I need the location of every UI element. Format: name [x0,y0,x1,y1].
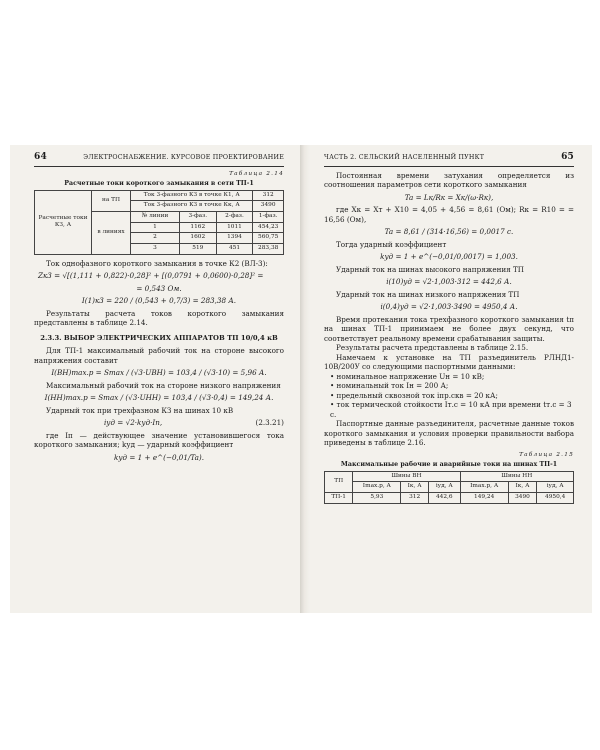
right-page [324,152,574,504]
formula-number: (2.3.21) [255,418,284,428]
right-running-head [324,152,574,167]
table-cell: 3490 [253,201,284,212]
table-header: Iк, А [508,482,537,493]
formula: i(10)уд = √2·1,003·312 = 442,6 А. [386,277,512,287]
table-cell: 283,38 [253,244,284,255]
paragraph: Максимальный рабочий ток на стороне низкого напряжения [46,380,281,390]
table-header: 1-фаз. [253,212,284,223]
formula: iуд = √2·kуд·Iп, [104,418,163,428]
formula: I(1)к3 = 220 / (0,543 + 0,7/3) = 283,38 А. [81,296,237,306]
formula: i(0,4)уд = √2·1,003·3490 = 4950,4 А. [380,302,518,312]
table-header: iуд, А [537,482,574,493]
paragraph: где Iп — действующее значение установившегося тока короткого замыкания; kуд — ударный коэффициент [34,430,284,450]
list-item: • номинальный ток Iн = 200 А; [330,381,449,391]
paragraph: Ударный ток при трехфазном КЗ на шинах 10 кВ [46,405,234,415]
formula: Zк3 = √[(1,111 + 0,822)·0,28]² + [(0,0791 + 0,0600)·0,28]² = [38,271,264,281]
table-2-15-title: Максимальные рабочие и аварийные токи на шинах ТП-1 [340,460,558,468]
formula: I(ВН)max.р = Smax / (√3·UВН) = 103,4 / (√3·10) = 5,96 А. [51,368,267,378]
formula: = 0,543 Ом. [136,283,182,293]
table-cell: 442,6 [428,493,460,504]
paragraph: Результаты расчета токов короткого замыкания представлены в таблице 2.14. [34,308,284,328]
left-page-number: 64 [34,152,47,162]
table-cell: на ТП [92,190,131,211]
left-page [34,152,284,465]
table-2-14-caption: Таблица 2.14 [229,170,284,177]
list-item: • ток термической стойкости Iт.с = 10 кА при времени tт.с = 3 с. [330,400,572,419]
table-cell: 454,23 [253,222,284,233]
table-cell: 519 [179,244,216,255]
table-cell: 1602 [179,233,216,244]
formula: Ta = Lк/Rк = Xк/(ω·Rк), [404,192,494,202]
table-header: iуд, А [428,482,460,493]
table-header: 3-фаз. [179,212,216,223]
table-row-head: Расчетные токи КЗ, А [35,190,92,254]
table-cell: 312 [401,493,429,504]
table-2-14-title: Расчетные токи короткого замыкания в сети ТП-1 [64,179,254,187]
table-cell: 451 [216,244,253,255]
table-cell: в линиях [92,212,131,255]
table-header: Шины НН [460,471,573,482]
paragraph: Тогда ударный коэффициент [336,239,447,249]
paragraph: Для ТП-1 максимальный рабочий ток на стороне высокого напряжения составит [34,346,284,365]
paragraph: Намечаем к установке на ТП разъединитель РЛНД1-10В/200У со следующими паспортными данными: [324,352,574,372]
list-item: • предельный сквозной ток iпр.скв = 20 кА; [330,390,498,400]
table-cell: 1 [131,222,180,233]
paragraph: Ударный ток на шинах высокого напряжения ТП [336,264,525,274]
table-cell: 3490 [508,493,537,504]
table-cell: 1162 [179,222,216,233]
formula: Ta = 8,61 / (314·16,56) = 0,0017 с. [384,227,514,237]
paragraph: Ударный ток на шинах низкого напряжения ТП [336,289,520,299]
left-running-title: ЭЛЕКТРОСНАБЖЕНИЕ. КУРСОВОЕ ПРОЕКТИРОВАНИЕ [83,154,284,161]
table-cell: 312 [253,190,284,201]
table-2-15-caption: Таблица 2.15 [519,451,574,458]
paragraph: Результаты расчета представлены в таблице 2.15. [336,343,529,353]
paragraph: где Xк = Xт + X10 = 4,05 + 4,56 = 8,61 (Ом); Rк = R10 = = 16,56 (Ом), [324,205,574,224]
table-cell: 3 [131,244,180,255]
table-cell: 2 [131,233,180,244]
table-row [325,493,574,504]
formula: kуд = 1 + e^(−0,01/0,0017) = 1,003. [380,252,518,262]
table-header: Iк, А [401,482,429,493]
paragraph: Время протекания тока трехфазного короткого замыкания tп на шинах ТП-1 принимаем не более двух секунд, что соответствует реальному времени срабатывания защиты. [324,314,574,343]
table-cell: 1394 [216,233,253,244]
right-running-title: ЧАСТЬ 2. СЕЛЬСКИЙ НАСЕЛЕННЫЙ ПУНКТ [324,154,485,161]
left-running-head [34,152,284,167]
paragraph: Постоянная времени затухания определяется из соотношения параметров сети короткого замыкания [324,170,574,190]
list-item: • номинальное напряжение Uн = 10 кВ; [330,371,485,381]
table-header: ТП [325,471,353,492]
formula-numbered [34,418,284,428]
table-cell: ТП-1 [325,493,353,504]
table-cell: Ток 3-фазного КЗ в точке Кк, А [131,201,253,212]
table-cell: 5,93 [353,493,401,504]
table-header: Imax.p, А [353,482,401,493]
table-cell: 560,75 [253,233,284,244]
table-cell: 149,24 [460,493,508,504]
table-header: № линии [131,212,180,223]
section-heading: 2.3.3. ВЫБОР ЭЛЕКТРИЧЕСКИХ АППАРАТОВ ТП 10/0,4 кВ [40,333,278,342]
formula: I(НН)max.р = Smax / (√3·UНН) = 103,4 / (√3·0,4) = 149,24 А. [44,393,274,403]
book-gutter [300,145,310,613]
table-header: 2-фаз. [216,212,253,223]
table-header: Imax.p, А [460,482,508,493]
paragraph: Паспортные данные разъединителя, расчетные данные токов короткого замыкания и условия проверки правильности выбора приведены в таблице 2.16. [324,419,574,448]
table-header: Шины ВН [353,471,460,482]
formula: kуд = 1 + e^(−0,01/Ta). [114,452,204,462]
table-2-15 [324,471,574,504]
paragraph: Ток однофазного короткого замыкания в точке К2 (ВЛ-3): [46,258,268,268]
table-cell: Ток 3-фазного КЗ в точке К1, А [131,190,253,201]
table-cell: 4950,4 [537,493,574,504]
table-2-14 [34,190,284,255]
right-page-number: 65 [561,152,574,162]
table-cell: 1011 [216,222,253,233]
